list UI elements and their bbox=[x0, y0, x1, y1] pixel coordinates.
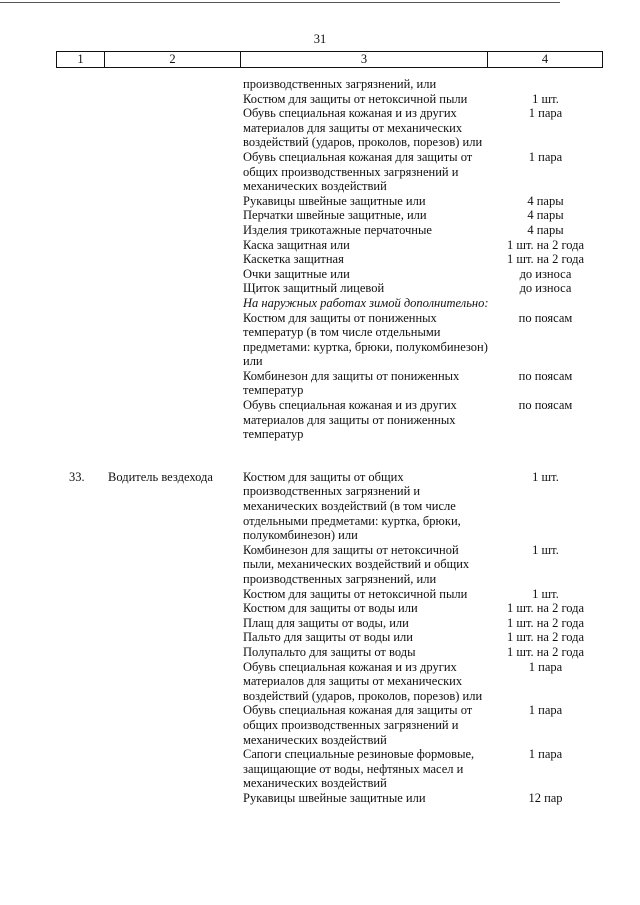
row-job-title bbox=[103, 92, 239, 107]
table-row bbox=[56, 543, 601, 587]
row-job-title bbox=[103, 208, 239, 223]
row-quantity: 1 шт. на 2 года bbox=[506, 615, 585, 630]
table-row bbox=[56, 747, 601, 791]
row-job-title bbox=[103, 747, 239, 791]
row-job-title bbox=[103, 106, 239, 150]
row-quantity: 4 пары bbox=[527, 208, 564, 223]
row-item: Каскетка защитная bbox=[243, 252, 344, 267]
row-item: Полупальто для защиты от воды bbox=[243, 644, 416, 659]
row-quantity: по поясам bbox=[518, 310, 573, 325]
row-job-title bbox=[103, 645, 239, 660]
table-row bbox=[56, 791, 601, 806]
table-row bbox=[56, 311, 601, 369]
row-item: Обувь специальная кожаная для защиты от общих производственных загрязнений и механических воздействий bbox=[243, 703, 473, 747]
row-job-title bbox=[103, 223, 239, 238]
row-number bbox=[56, 150, 103, 194]
row-number bbox=[56, 791, 103, 806]
row-job-title bbox=[103, 616, 239, 631]
page-number: 31 bbox=[313, 32, 327, 46]
row-quantity: 1 шт. на 2 года bbox=[506, 644, 585, 659]
table-row bbox=[56, 281, 601, 296]
row-number bbox=[56, 703, 103, 747]
table-row bbox=[56, 645, 601, 660]
row-item: Каска защитная или bbox=[243, 237, 350, 252]
row-number bbox=[56, 587, 103, 602]
row-quantity bbox=[490, 296, 601, 311]
row-number bbox=[56, 369, 103, 398]
row-quantity: по поясам bbox=[518, 368, 573, 383]
row-number bbox=[56, 645, 103, 660]
row-item: Костюм для защиты от общих производственных загрязнений и механических воздействий (в том числе отдельными предметами: куртка, брюки, полукомбинезон) или bbox=[243, 469, 461, 543]
table-row bbox=[56, 150, 601, 194]
row-quantity: 1 шт. на 2 года bbox=[506, 601, 585, 616]
header-col-4: 4 bbox=[487, 52, 602, 67]
row-number bbox=[56, 267, 103, 282]
table-body bbox=[56, 77, 601, 806]
row-number bbox=[56, 601, 103, 616]
row-item: Комбинезон для защиты от пониженных температур bbox=[243, 368, 460, 398]
row-job-title bbox=[103, 252, 239, 267]
table-row bbox=[56, 398, 601, 442]
table-row bbox=[56, 587, 601, 602]
row-quantity: 1 шт. bbox=[532, 542, 559, 557]
row-number bbox=[56, 92, 103, 107]
row-number bbox=[56, 296, 103, 311]
row-job-title bbox=[103, 238, 239, 253]
row-item: На наружных работах зимой дополнительно: bbox=[243, 295, 489, 310]
row-job-title bbox=[103, 587, 239, 602]
row-quantity: 1 пара bbox=[528, 747, 563, 762]
table-row bbox=[56, 252, 601, 267]
row-number bbox=[56, 208, 103, 223]
row-item: Пальто для защиты от воды или bbox=[243, 630, 413, 645]
row-number bbox=[56, 660, 103, 704]
row-job-title bbox=[103, 660, 239, 704]
row-item: Рукавицы швейные защитные или bbox=[243, 193, 426, 208]
row-quantity: 1 шт. bbox=[532, 469, 559, 484]
row-number bbox=[56, 543, 103, 587]
header-col-2: 2 bbox=[104, 52, 240, 67]
table-row bbox=[56, 660, 601, 704]
row-quantity: 1 шт. на 2 года bbox=[506, 252, 585, 267]
table-row bbox=[56, 106, 601, 150]
row-number bbox=[56, 77, 103, 92]
row-item: Обувь специальная кожаная для защиты от общих производственных загрязнений и механических воздействий bbox=[243, 149, 473, 194]
row-item: Костюм для защиты от воды или bbox=[243, 601, 418, 616]
row-number bbox=[56, 630, 103, 645]
row-number bbox=[56, 194, 103, 209]
row-job-title bbox=[103, 369, 239, 398]
top-rule bbox=[0, 2, 560, 3]
table-row bbox=[56, 630, 601, 645]
row-quantity: 4 пары bbox=[527, 222, 564, 237]
row-spacer bbox=[56, 442, 601, 470]
row-item: Комбинезон для защиты от нетоксичной пыли, механических воздействий и общих производственных загрязнений, или bbox=[243, 542, 470, 586]
row-job-title bbox=[103, 630, 239, 645]
row-number bbox=[56, 311, 103, 369]
table-row bbox=[56, 470, 601, 543]
row-number bbox=[56, 281, 103, 296]
table-row bbox=[56, 92, 601, 107]
row-quantity: 1 шт. bbox=[532, 586, 559, 601]
row-quantity: 4 пары bbox=[527, 193, 564, 208]
table-row bbox=[56, 616, 601, 631]
row-item: Рукавицы швейные защитные или bbox=[243, 790, 426, 805]
row-quantity: 1 пара bbox=[528, 659, 563, 674]
row-item: Обувь специальная кожаная и из других материалов для защиты от механических воздействий (ударов, проколов, порезов) или bbox=[243, 659, 483, 703]
row-job-title bbox=[103, 398, 239, 442]
row-quantity: 1 шт. на 2 года bbox=[506, 630, 585, 645]
row-quantity: 1 пара bbox=[528, 106, 563, 121]
table-row bbox=[56, 601, 601, 616]
row-quantity: 1 пара bbox=[528, 703, 563, 718]
table-row bbox=[56, 296, 601, 311]
row-item: Костюм для защиты от нетоксичной пыли bbox=[243, 91, 468, 106]
row-item: Обувь специальная кожаная и из других материалов для защиты от пониженных температур bbox=[243, 398, 457, 442]
table-row bbox=[56, 238, 601, 253]
row-item: Костюм для защиты от нетоксичной пыли bbox=[243, 586, 468, 601]
row-job-title: Водитель вездехода bbox=[108, 469, 213, 484]
header-col-1: 1 bbox=[77, 52, 84, 66]
row-number bbox=[56, 238, 103, 253]
row-quantity: до износа bbox=[519, 281, 572, 296]
row-job-title bbox=[103, 77, 239, 92]
header-col-3: 3 bbox=[240, 52, 487, 67]
row-number bbox=[56, 616, 103, 631]
table-row bbox=[56, 194, 601, 209]
row-item: Обувь специальная кожаная и из других материалов для защиты от механических воздействий (ударов, проколов, порезов) или bbox=[243, 106, 483, 150]
row-number bbox=[56, 106, 103, 150]
row-job-title bbox=[103, 543, 239, 587]
table-row bbox=[56, 369, 601, 398]
table-row bbox=[56, 208, 601, 223]
table-row bbox=[56, 77, 601, 92]
table-header bbox=[56, 51, 603, 68]
row-quantity: 12 пар bbox=[528, 790, 563, 805]
table-row bbox=[56, 223, 601, 238]
row-item: Перчатки швейные защитные, или bbox=[243, 208, 427, 223]
row-number bbox=[56, 398, 103, 442]
row-number bbox=[56, 252, 103, 267]
row-job-title bbox=[103, 150, 239, 194]
row-job-title bbox=[103, 311, 239, 369]
row-job-title bbox=[103, 281, 239, 296]
row-job-title bbox=[103, 194, 239, 209]
row-job-title bbox=[103, 267, 239, 282]
table-row bbox=[56, 703, 601, 747]
row-item: Изделия трикотажные перчаточные bbox=[243, 222, 432, 237]
row-job-title bbox=[103, 296, 239, 311]
row-number bbox=[56, 223, 103, 238]
row-item: Сапоги специальные резиновые формовые, защищающие от воды, нефтяных масел и механических воздействий bbox=[243, 747, 475, 791]
row-item: производственных загрязнений, или bbox=[243, 77, 437, 91]
row-job-title bbox=[103, 791, 239, 806]
row-quantity: до износа bbox=[519, 266, 572, 281]
row-item: Плащ для защиты от воды, или bbox=[243, 615, 409, 630]
row-job-title bbox=[103, 703, 239, 747]
row-quantity bbox=[490, 77, 601, 92]
row-quantity: по поясам bbox=[518, 398, 573, 413]
row-job-title bbox=[103, 601, 239, 616]
row-quantity: 1 шт. bbox=[532, 91, 559, 106]
row-item: Щиток защитный лицевой bbox=[243, 281, 385, 296]
row-number: 33. bbox=[69, 469, 85, 484]
row-item: Костюм для защиты от пониженных температур (в том числе отдельными предметами: куртка, брюки, полукомбинезон) или bbox=[243, 310, 488, 369]
row-quantity: 1 шт. на 2 года bbox=[506, 237, 585, 252]
row-quantity: 1 пара bbox=[528, 149, 563, 164]
row-item: Очки защитные или bbox=[243, 266, 350, 281]
row-number bbox=[56, 747, 103, 791]
table-row bbox=[56, 267, 601, 282]
